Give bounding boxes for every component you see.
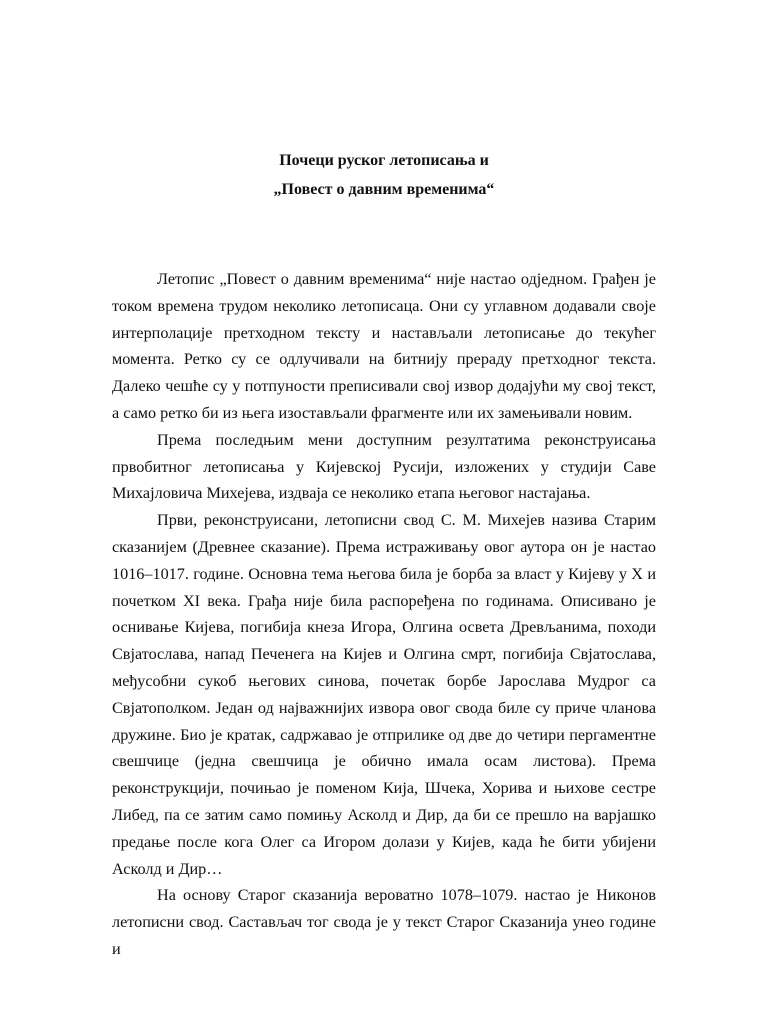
paragraph: Први, реконструисани, летописни свод С. М. Михејев назива Старим сказанијем (Древнее сказание). Према истраживању овог аутора он је настао 1016–1017. године. Основна тема његова била је борба за власт у Кијеву у X и почетком XI века. Грађа није била распоређена по годинама. Описивано је оснивање Кијева, погибија кнеза Игора, Олгина освета Древљанима, походи Свјатослава, напад Печенега на Кијев и Олгина смрт, погибија Свјатослава, међусобни сукоб његових синова, почетак борбе Јарослава Мудрог са Свјатополком. Један од најважнијих извора овог свода биле су приче чланова дружине. Био је кратак, садржавао је отприлике од две до четири пергаментне свешчице (једна свешчица је обично имала осам листова). Према реконструкцији, почињао је поменом Кија, Шчека, Хорива и њихове сестре Либед, па се затим само помињу Асколд и Дир, да би се прешло на варјашко предање после кога Олег са Игором долази у Кијев, када ће бити убијени Асколд и Дир… [112,511,656,878]
document-title-line-1: Почеци руског летописања и [279,152,489,169]
document-body [112,266,656,963]
paragraph: На основу Старог сказанија вероватно 1078–1079. настао је Никонов летописни свод. Састављач тог свода је у текст Старог Сказанија унео године и [112,886,656,958]
document-title-line-2: „Повест о давним временима“ [273,181,495,198]
paragraph: Према последњим мени доступним резултатима реконструисања првобитног летописања у Кијевској Русији, изложених у студији Саве Михајловича Михејева, издваја се неколико етапа његовог настајања. [112,430,656,503]
paragraph: Летопис „Повест о давним временима“ није настао одједном. Грађен је током времена трудом неколико летописаца. Они су углавном додавали своје интерполације претходном тексту и настављали летописање до текућег момента. Ретко су се одлучивали на битнију прераду претходног текста. Далеко чешће су у потпуности преписивали свој извор додајући му свој текст, а само ретко би из њега изостављали фрагменте или их замењивали новим. [112,270,656,422]
